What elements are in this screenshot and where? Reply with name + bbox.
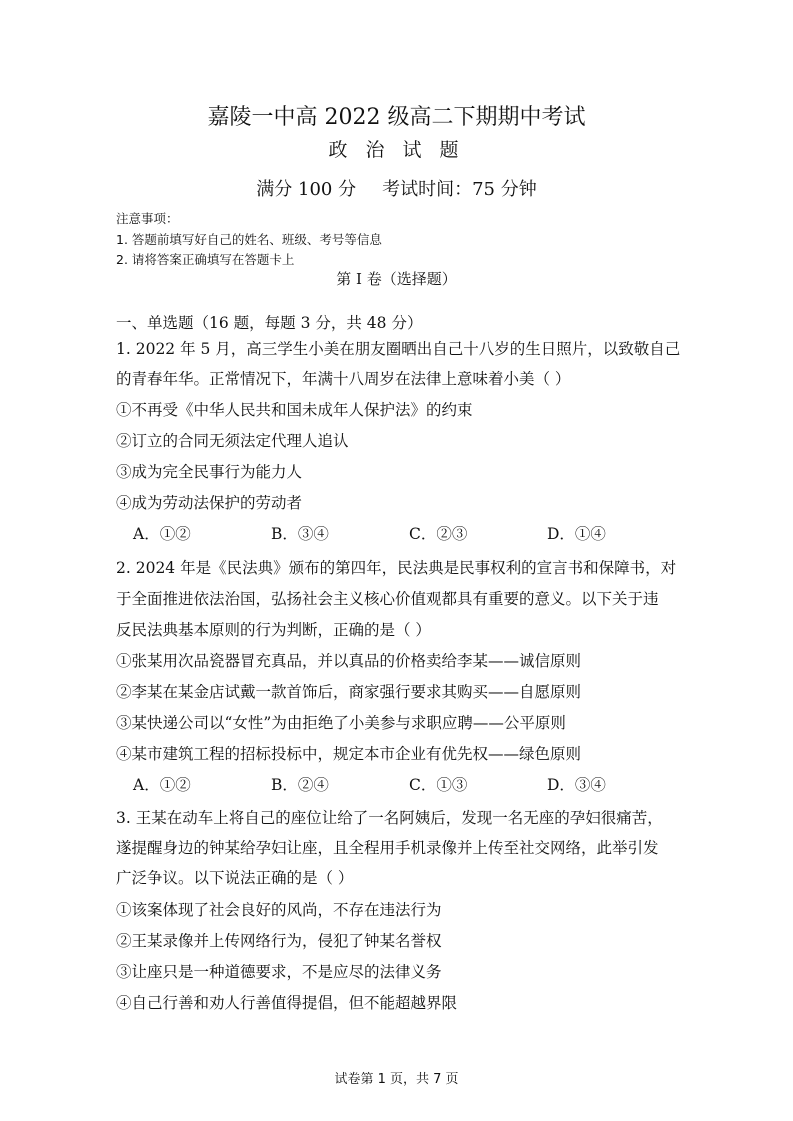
- section-title: 一、单选题（16 题，每题 3 分，共 48 分）: [116, 314, 423, 332]
- question-statement: ②订立的合同无须法定代理人追认: [116, 432, 349, 450]
- notice-item: 2. 请将答案正确填写在答题卡上: [116, 252, 295, 267]
- question-statement: ④某市建筑工程的招标投标中，规定本市企业有优先权——绿色原则: [116, 745, 582, 763]
- notice-item: 1. 答题前填写好自己的姓名、班级、考号等信息: [116, 232, 382, 247]
- question-statement: ③成为完全民事行为能力人: [116, 463, 303, 481]
- option-a: A．①②: [133, 776, 191, 794]
- option-d: D．①④: [547, 525, 606, 543]
- option-a: A．①②: [133, 525, 191, 543]
- question-stem-line: 2. 2024 年是《民法典》颁布的第四年，民法典是民事权利的宣言书和保障书，对: [116, 559, 677, 577]
- question-statement: ③让座只是一种道德要求，不是应尽的法律义务: [116, 963, 442, 981]
- question-statement: ④自己行善和劝人行善值得提倡，但不能超越界限: [116, 994, 458, 1012]
- score-time-line: [0, 175, 793, 201]
- page-footer: 试卷第 1 页，共 7 页: [334, 1072, 459, 1087]
- question-stem-line: 1. 2022 年 5 月，高三学生小美在朋友圈晒出自己十八岁的生日照片，以致敬自己: [116, 340, 681, 358]
- question-statement: ②李某在某金店试戴一款首饰后，商家强行要求其购买——自愿原则: [116, 683, 582, 701]
- question-statement: ③某快递公司以“女性”为由拒绝了小美参与求职应聘——公平原则: [116, 714, 566, 732]
- question-statement: ④成为劳动法保护的劳动者: [116, 494, 303, 512]
- question-stem-line: 3. 王某在动车上将自己的座位让给了一名阿姨后，发现一名无座的孕妇很痛苦，: [116, 809, 663, 827]
- question-statement: ①不再受《中华人民共和国未成年人保护法》的约束: [116, 401, 473, 419]
- question-statement: ②王某录像并上传网络行为，侵犯了钟某名誉权: [116, 932, 442, 950]
- exam-subject: 政 治 试 题: [328, 139, 465, 161]
- question-stem-line: 于全面推进依法治国，弘扬社会主义核心价值观都具有重要的意义。以下关于违: [116, 590, 659, 608]
- notice-heading: 注意事项：: [116, 211, 179, 226]
- full-score: 满分 100 分: [256, 179, 357, 200]
- question-stem-line: 遂提醒身边的钟某给孕妇让座，且全程用手机录像并上传至社交网络，此举引发: [116, 839, 659, 857]
- part-title: 第 I 卷（选择题）: [336, 270, 457, 288]
- answer-options: [133, 522, 685, 544]
- question-stem-line: 的青春年华。正常情况下，年满十八周岁在法律上意味着小美（ ）: [116, 370, 571, 388]
- option-d: D．③④: [547, 776, 606, 794]
- question-statement: ①张某用次品瓷器冒充真品，并以真品的价格卖给李某——诚信原则: [116, 652, 582, 670]
- question-stem-line: 反民法典基本原则的行为判断，正确的是（ ）: [116, 621, 431, 639]
- answer-options: [133, 773, 685, 795]
- option-c: C．①③: [409, 776, 468, 794]
- option-c: C．②③: [409, 525, 468, 543]
- option-b: B．③④: [271, 525, 329, 543]
- question-stem-line: 广泛争议。以下说法正确的是（ ）: [116, 869, 354, 887]
- option-b: B．②④: [271, 776, 329, 794]
- exam-time: 考试时间：75 分钟: [382, 179, 537, 200]
- exam-title: 嘉陵一中高 2022 级高二下期期中考试: [207, 105, 586, 130]
- question-statement: ①该案体现了社会良好的风尚，不存在违法行为: [116, 901, 442, 919]
